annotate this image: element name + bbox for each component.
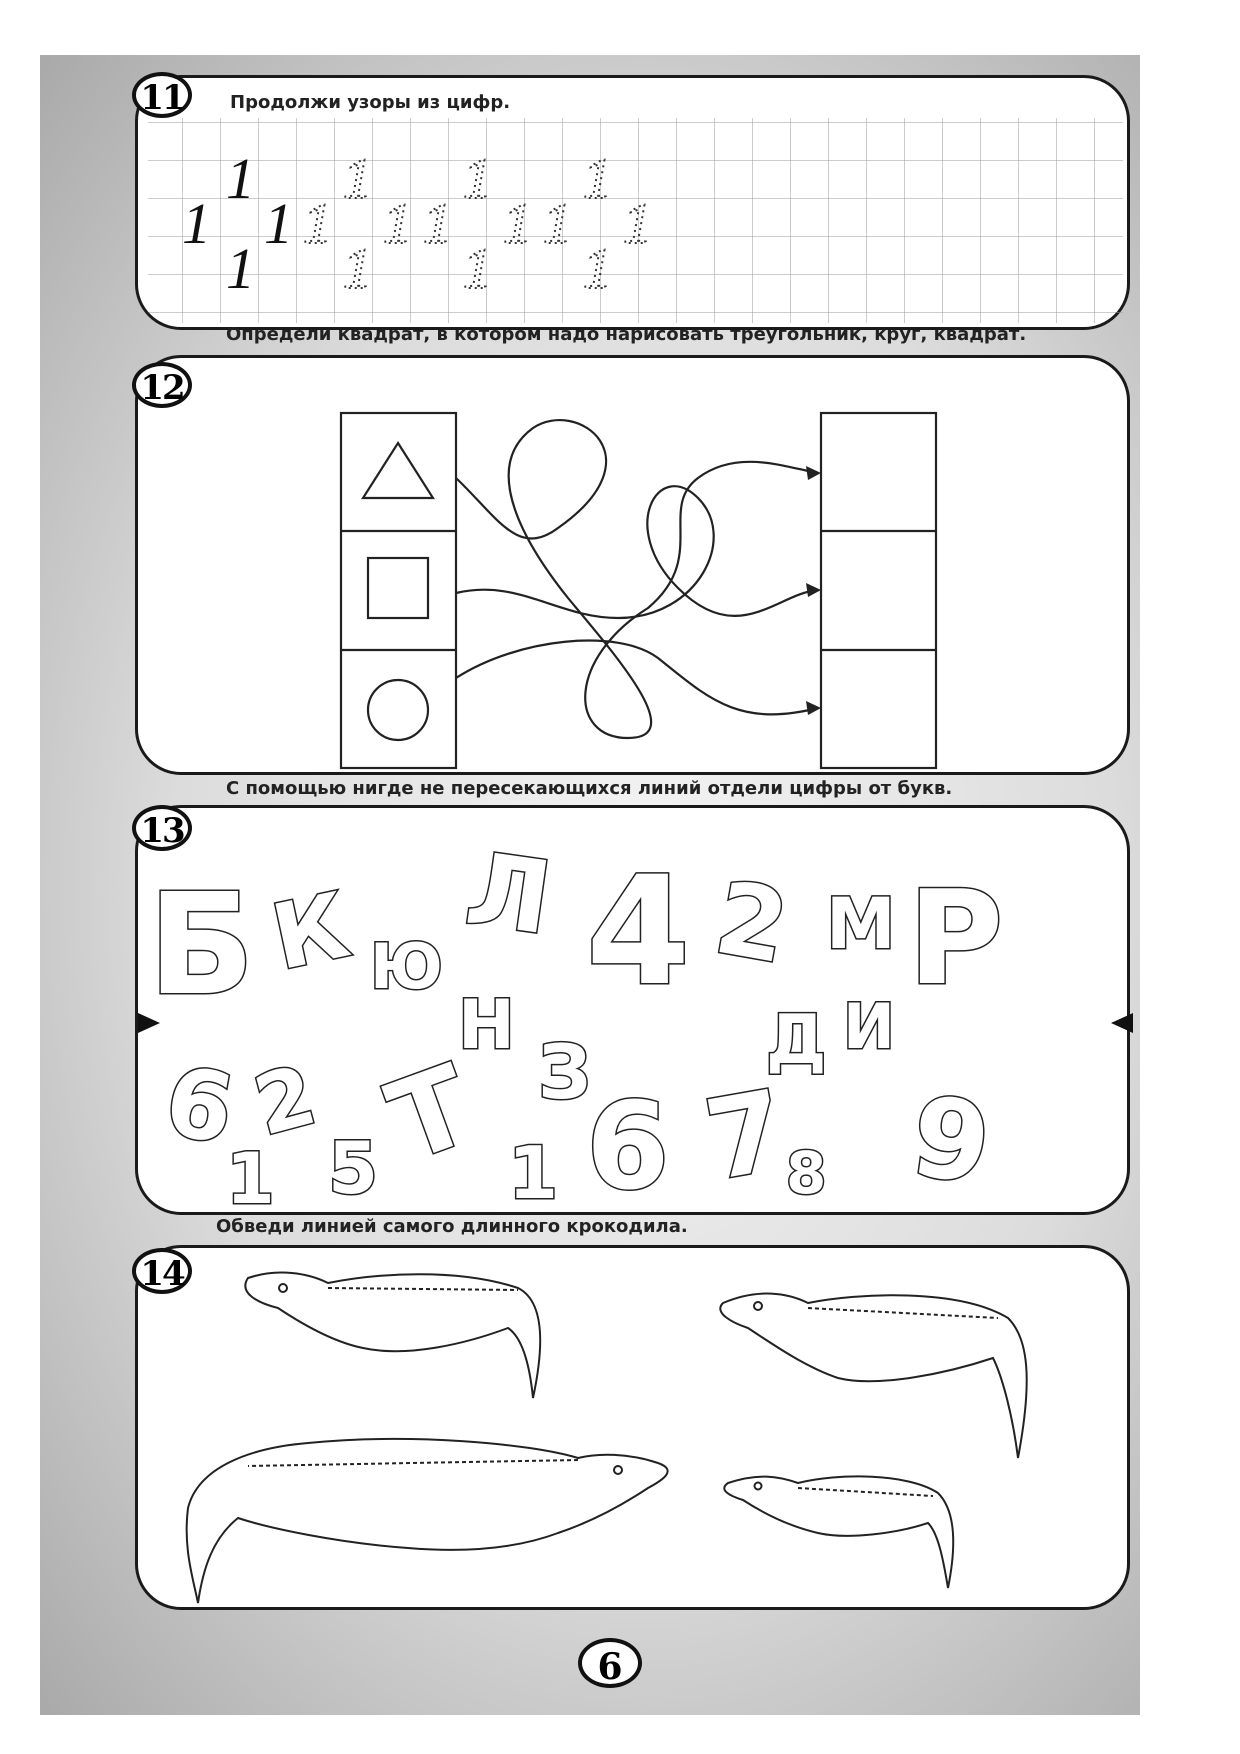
task-14-panel [135, 1216, 1130, 1610]
letter: К [263, 873, 358, 992]
pattern-digit: 1 [264, 191, 293, 256]
letter: З [538, 1028, 592, 1116]
dotted-digit: 1 [343, 146, 372, 211]
crocodile-illustration [720, 1294, 1026, 1458]
task-11-instruction: Продолжи узоры из цифр. [230, 92, 516, 113]
dotted-digit: 1 [303, 191, 332, 256]
digit-pattern [138, 78, 1133, 333]
letter: М [826, 883, 896, 965]
letter: Ю [370, 930, 443, 1003]
digit: 6 [157, 1046, 242, 1167]
letter: Р [908, 862, 1004, 1014]
pattern-digit: 1 [226, 236, 255, 301]
pattern-digit: 1 [182, 191, 211, 256]
digit: 1 [508, 1131, 559, 1215]
letter: Н [458, 986, 515, 1065]
digit: 8 [786, 1139, 827, 1207]
crocodile-illustration [187, 1439, 668, 1603]
letter: Д [766, 1001, 827, 1080]
task-13-number: 13 [132, 805, 192, 851]
pattern-digit: 1 [226, 146, 255, 211]
letter: И [843, 990, 895, 1063]
square-shape [368, 558, 428, 618]
digit: 4 [586, 845, 691, 1019]
digit: 7 [696, 1065, 795, 1206]
dotted-digit: 1 [543, 191, 572, 256]
digit: 5 [328, 1126, 379, 1210]
task-13-instruction: С помощью нигде не пересекающихся линий отдели цифры от букв. [226, 778, 953, 799]
task-14-number: 14 [132, 1248, 192, 1294]
task-12-panel [135, 324, 1130, 775]
digit: 2 [707, 858, 797, 987]
digit: 9 [904, 1071, 998, 1210]
letter: Б [148, 864, 255, 1027]
digit: 2 [245, 1048, 326, 1155]
task-12-instruction: Определи квадрат, в котором надо нарисовать треугольник, круг, квадрат. [226, 324, 1027, 345]
circle-shape [368, 680, 428, 740]
digit: 6 [586, 1078, 670, 1217]
dotted-digit: 1 [503, 191, 532, 256]
letters-and-digits [138, 808, 1133, 1218]
letter: Т [373, 1040, 488, 1187]
dotted-digit: 1 [383, 191, 412, 256]
dotted-digit: 1 [423, 191, 452, 256]
task-12-number: 12 [132, 362, 192, 408]
task-11-panel [135, 75, 1130, 330]
right-marker-icon [1111, 1013, 1133, 1033]
crocodile-illustration [245, 1273, 540, 1398]
left-column [341, 413, 456, 768]
page-number: 6 [578, 1638, 642, 1688]
triangle-shape [363, 443, 433, 498]
dotted-digit: 1 [623, 191, 652, 256]
task-11-number: 11 [132, 72, 192, 118]
dotted-digit: 1 [583, 146, 612, 211]
digit: 1 [226, 1138, 275, 1220]
crocodiles [138, 1248, 1133, 1613]
right-column [821, 413, 936, 768]
crocodile-illustration [724, 1476, 953, 1588]
shape-maze [138, 358, 1133, 778]
task-14-instruction: Обведи линией самого длинного крокодила. [216, 1216, 688, 1237]
task-13-panel [135, 778, 1130, 1220]
dotted-digit: 1 [463, 146, 492, 211]
dotted-digit: 1 [463, 236, 492, 301]
dotted-digit: 1 [343, 236, 372, 301]
dotted-digit: 1 [583, 236, 612, 301]
letter: Л [459, 829, 559, 958]
